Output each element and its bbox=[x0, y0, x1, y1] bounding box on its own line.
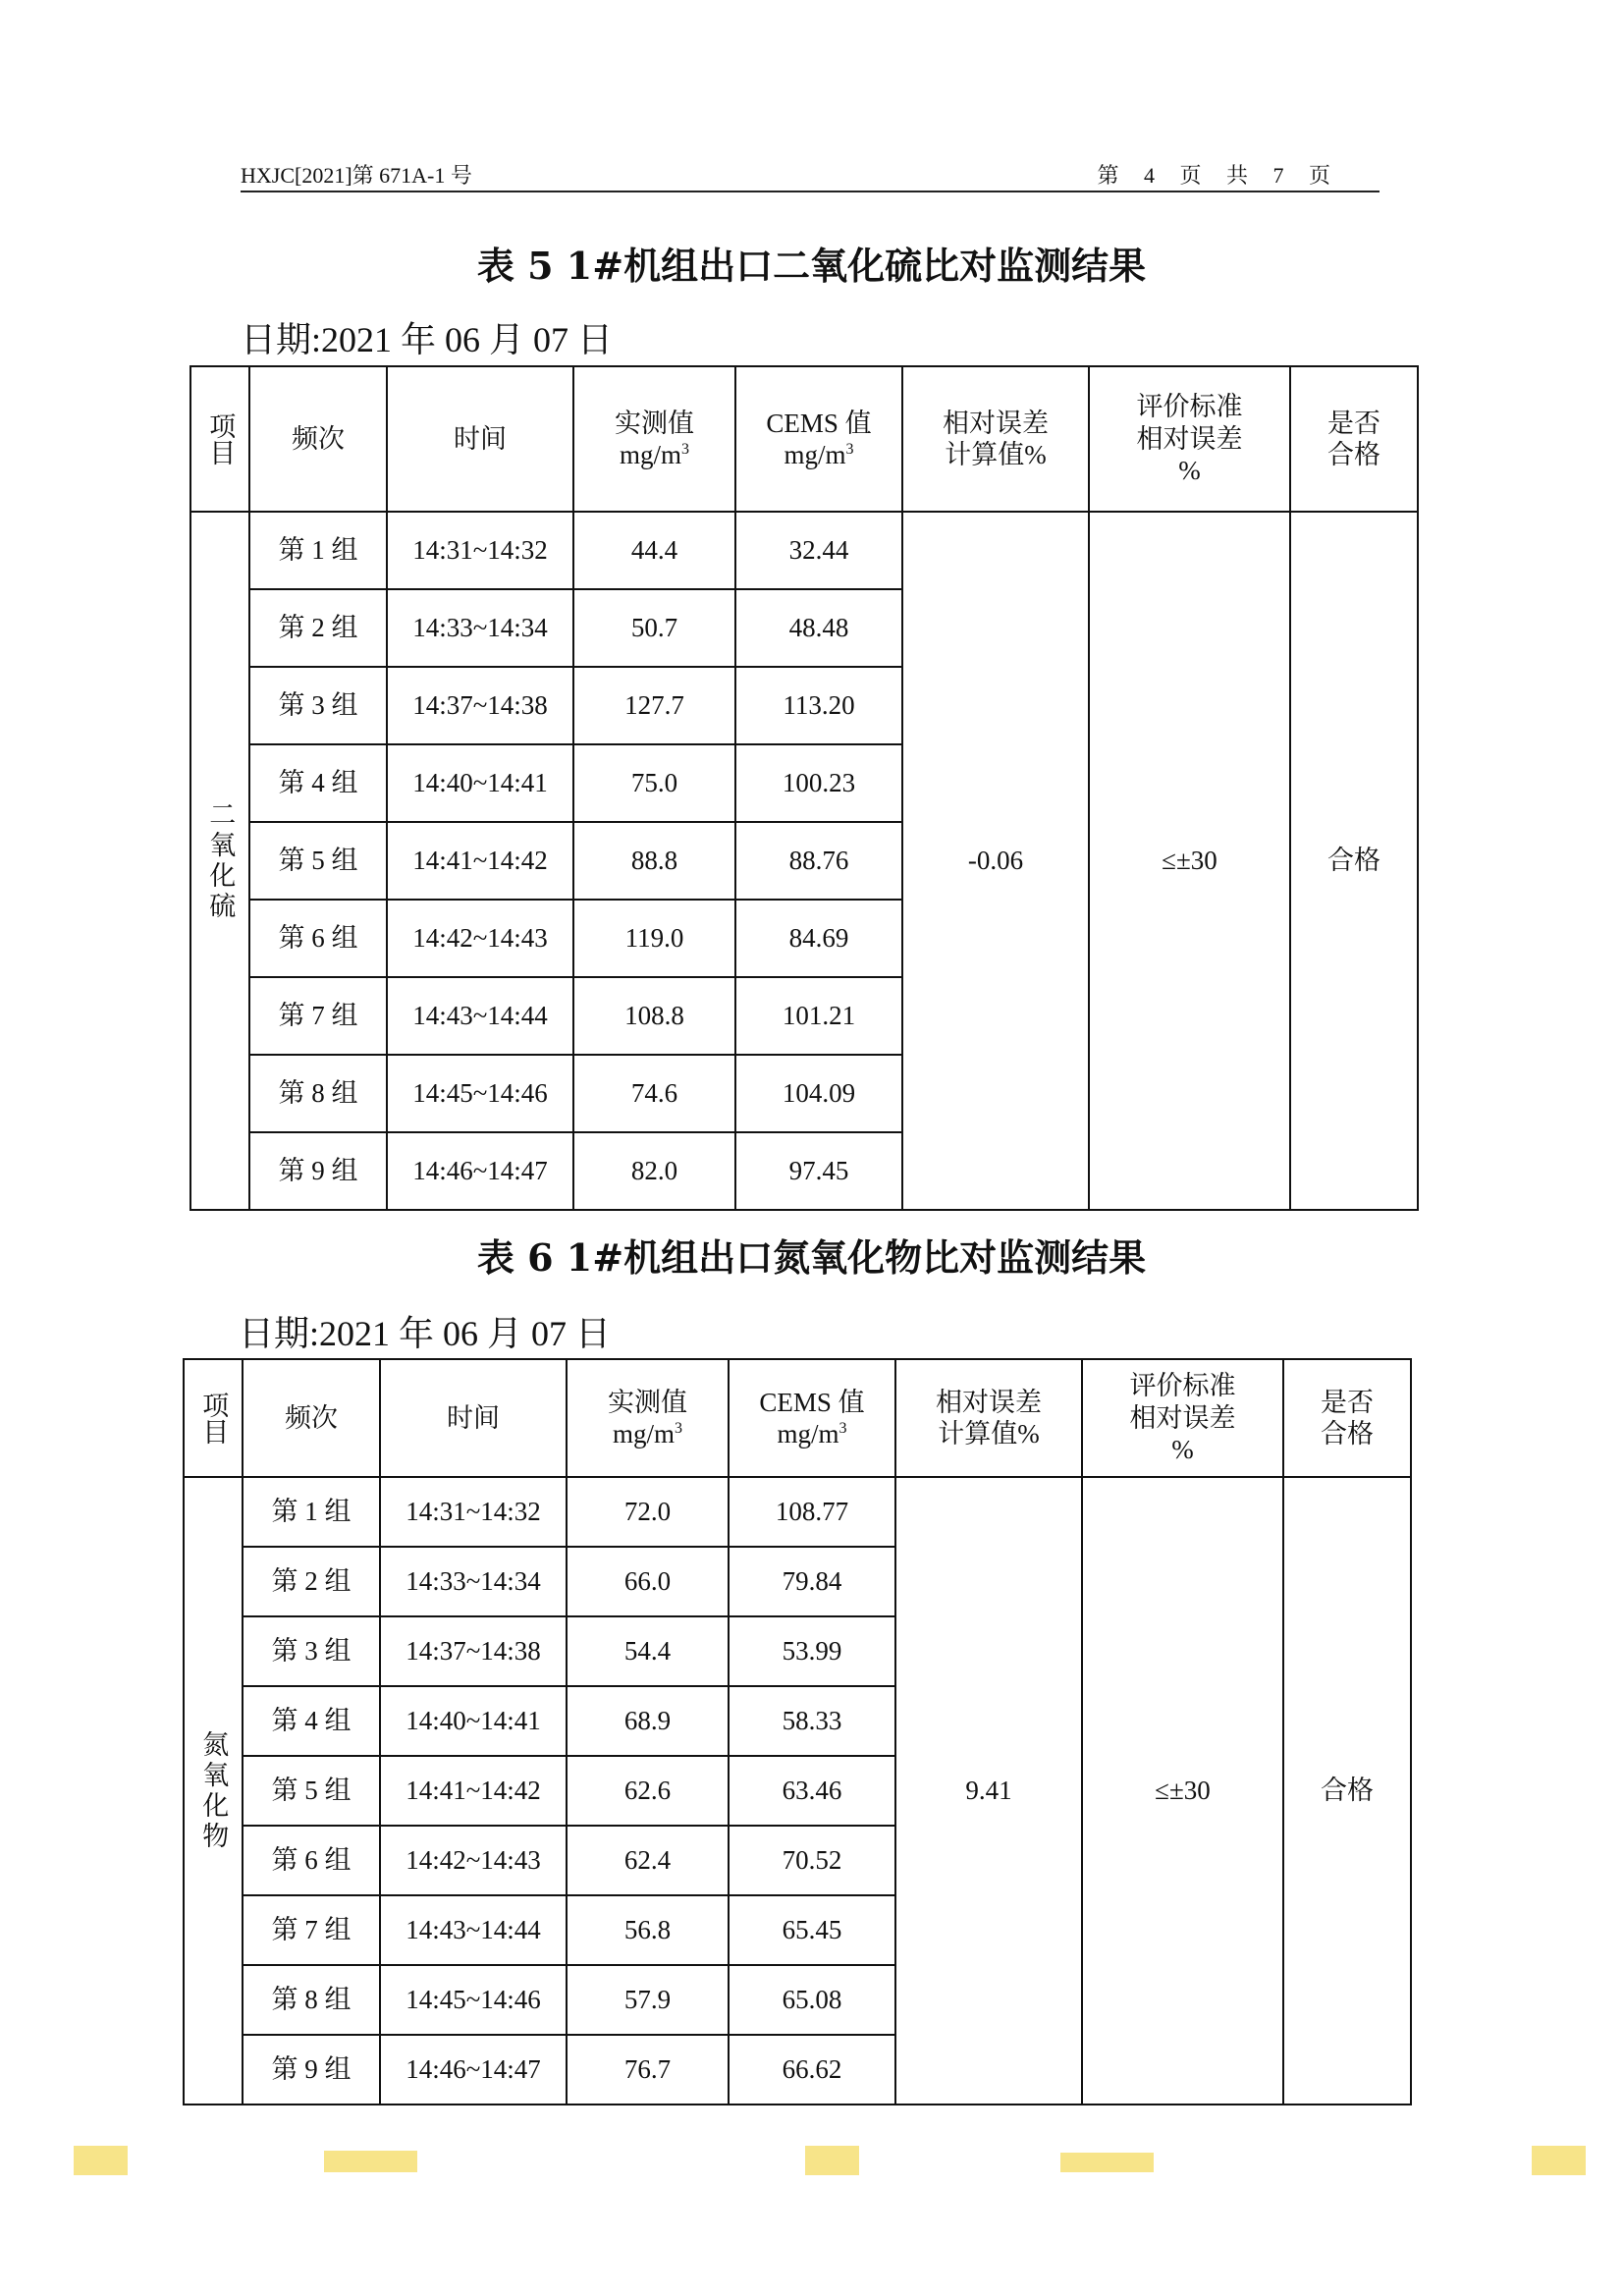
measured-cell: 62.6 bbox=[567, 1756, 729, 1826]
table-6-header-row bbox=[184, 1359, 1411, 1477]
measured-cell: 57.9 bbox=[567, 1965, 729, 2035]
rel-err-cell: -0.06 bbox=[902, 512, 1089, 1210]
item-name-cell: 二氧化硫 bbox=[190, 512, 249, 1210]
time-cell: 14:45~14:46 bbox=[387, 1055, 573, 1132]
measured-cell: 68.9 bbox=[567, 1686, 729, 1756]
freq-cell: 第 9 组 bbox=[249, 1132, 387, 1210]
cems-cell: 65.45 bbox=[729, 1895, 895, 1965]
cems-cell: 48.48 bbox=[735, 589, 902, 667]
cems-cell: 32.44 bbox=[735, 512, 902, 589]
cems-cell: 65.08 bbox=[729, 1965, 895, 2035]
freq-cell: 第 1 组 bbox=[249, 512, 387, 589]
header-pass: 是否 合格 bbox=[1283, 1359, 1411, 1477]
cems-cell: 101.21 bbox=[735, 977, 902, 1055]
time-cell: 14:43~14:44 bbox=[380, 1895, 567, 1965]
table-6-title: 表 6 1#机组出口氮氧化物比对监测结果 bbox=[476, 1235, 1147, 1280]
time-cell: 14:46~14:47 bbox=[387, 1132, 573, 1210]
measured-cell: 50.7 bbox=[573, 589, 735, 667]
freq-cell: 第 2 组 bbox=[243, 1547, 380, 1616]
table-row bbox=[184, 1477, 1411, 1547]
standard-cell: ≤±30 bbox=[1082, 1477, 1283, 2105]
cems-cell: 53.99 bbox=[729, 1616, 895, 1686]
header-cems: CEMS 值 $mg/m^3$ bbox=[729, 1359, 895, 1477]
freq-cell: 第 6 组 bbox=[249, 900, 387, 977]
seal-mark bbox=[324, 2151, 417, 2172]
measured-cell: 127.7 bbox=[573, 667, 735, 744]
freq-cell: 第 5 组 bbox=[243, 1756, 380, 1826]
header-measured: 实测值 $mg/m^3$ bbox=[567, 1359, 729, 1477]
freq-cell: 第 2 组 bbox=[249, 589, 387, 667]
measured-cell: 108.8 bbox=[573, 977, 735, 1055]
time-cell: 14:37~14:38 bbox=[380, 1616, 567, 1686]
header-time: 时间 bbox=[387, 366, 573, 512]
table-5-date: 日期:2021 年 06 月 07 日 bbox=[241, 320, 614, 359]
measured-cell: 72.0 bbox=[567, 1477, 729, 1547]
time-cell: 14:41~14:42 bbox=[380, 1756, 567, 1826]
page-header bbox=[241, 157, 1380, 192]
header-standard: 评价标准 相对误差 % bbox=[1082, 1359, 1283, 1477]
cems-cell: 97.45 bbox=[735, 1132, 902, 1210]
time-cell: 14:43~14:44 bbox=[387, 977, 573, 1055]
freq-cell: 第 1 组 bbox=[243, 1477, 380, 1547]
document-number: HXJC[2021]第 671A-1 号 bbox=[241, 163, 472, 188]
freq-cell: 第 3 组 bbox=[243, 1616, 380, 1686]
cems-cell: 113.20 bbox=[735, 667, 902, 744]
seal-mark bbox=[74, 2146, 128, 2175]
page-number: 第 4 页 共 7 页 bbox=[1097, 163, 1340, 188]
measured-cell: 82.0 bbox=[573, 1132, 735, 1210]
time-cell: 14:42~14:43 bbox=[380, 1826, 567, 1895]
header-freq: 频次 bbox=[249, 366, 387, 512]
header-pass: 是否 合格 bbox=[1290, 366, 1418, 512]
header-item: 项目 bbox=[190, 366, 249, 512]
table-6 bbox=[183, 1358, 1412, 2105]
rel-err-cell: 9.41 bbox=[895, 1477, 1082, 2105]
freq-cell: 第 9 组 bbox=[243, 2035, 380, 2105]
time-cell: 14:33~14:34 bbox=[380, 1547, 567, 1616]
freq-cell: 第 4 组 bbox=[249, 744, 387, 822]
freq-cell: 第 4 组 bbox=[243, 1686, 380, 1756]
cems-cell: 63.46 bbox=[729, 1756, 895, 1826]
table-6-date: 日期:2021 年 06 月 07 日 bbox=[239, 1314, 612, 1353]
freq-cell: 第 7 组 bbox=[243, 1895, 380, 1965]
table-5-title: 表 5 1#机组出口二氧化硫比对监测结果 bbox=[476, 244, 1147, 288]
header-cems: CEMS 值 $mg/m^3$ bbox=[735, 366, 902, 512]
freq-cell: 第 7 组 bbox=[249, 977, 387, 1055]
time-cell: 14:46~14:47 bbox=[380, 2035, 567, 2105]
standard-cell: ≤±30 bbox=[1089, 512, 1290, 1210]
time-cell: 14:41~14:42 bbox=[387, 822, 573, 900]
header-standard: 评价标准 相对误差 % bbox=[1089, 366, 1290, 512]
cems-cell: 104.09 bbox=[735, 1055, 902, 1132]
time-cell: 14:33~14:34 bbox=[387, 589, 573, 667]
measured-cell: 66.0 bbox=[567, 1547, 729, 1616]
cems-cell: 58.33 bbox=[729, 1686, 895, 1756]
cems-cell: 88.76 bbox=[735, 822, 902, 900]
time-cell: 14:31~14:32 bbox=[380, 1477, 567, 1547]
freq-cell: 第 5 组 bbox=[249, 822, 387, 900]
table-5-header-row bbox=[190, 366, 1418, 512]
freq-cell: 第 6 组 bbox=[243, 1826, 380, 1895]
cems-cell: 108.77 bbox=[729, 1477, 895, 1547]
measured-cell: 74.6 bbox=[573, 1055, 735, 1132]
time-cell: 14:37~14:38 bbox=[387, 667, 573, 744]
header-time: 时间 bbox=[380, 1359, 567, 1477]
cems-cell: 100.23 bbox=[735, 744, 902, 822]
measured-cell: 44.4 bbox=[573, 512, 735, 589]
seal-mark bbox=[1060, 2153, 1154, 2172]
measured-cell: 62.4 bbox=[567, 1826, 729, 1895]
freq-cell: 第 8 组 bbox=[243, 1965, 380, 2035]
seal-mark bbox=[805, 2146, 859, 2175]
time-cell: 14:40~14:41 bbox=[387, 744, 573, 822]
cems-cell: 70.52 bbox=[729, 1826, 895, 1895]
header-rel-err: 相对误差 计算值% bbox=[895, 1359, 1082, 1477]
measured-cell: 88.8 bbox=[573, 822, 735, 900]
table-row bbox=[190, 512, 1418, 589]
freq-cell: 第 8 组 bbox=[249, 1055, 387, 1132]
pass-cell: 合格 bbox=[1283, 1477, 1411, 2105]
header-item: 项目 bbox=[184, 1359, 243, 1477]
header-rel-err: 相对误差 计算值% bbox=[902, 366, 1089, 512]
freq-cell: 第 3 组 bbox=[249, 667, 387, 744]
table-5 bbox=[189, 365, 1419, 1211]
header-measured: 实测值 $mg/m^3$ bbox=[573, 366, 735, 512]
header-freq: 频次 bbox=[243, 1359, 380, 1477]
cems-cell: 66.62 bbox=[729, 2035, 895, 2105]
cems-cell: 84.69 bbox=[735, 900, 902, 977]
seal-mark bbox=[1532, 2146, 1586, 2175]
measured-cell: 56.8 bbox=[567, 1895, 729, 1965]
cems-cell: 79.84 bbox=[729, 1547, 895, 1616]
time-cell: 14:42~14:43 bbox=[387, 900, 573, 977]
measured-cell: 54.4 bbox=[567, 1616, 729, 1686]
measured-cell: 76.7 bbox=[567, 2035, 729, 2105]
pass-cell: 合格 bbox=[1290, 512, 1418, 1210]
time-cell: 14:45~14:46 bbox=[380, 1965, 567, 2035]
time-cell: 14:31~14:32 bbox=[387, 512, 573, 589]
item-name-cell: 氮氧化物 bbox=[184, 1477, 243, 2105]
measured-cell: 119.0 bbox=[573, 900, 735, 977]
time-cell: 14:40~14:41 bbox=[380, 1686, 567, 1756]
measured-cell: 75.0 bbox=[573, 744, 735, 822]
